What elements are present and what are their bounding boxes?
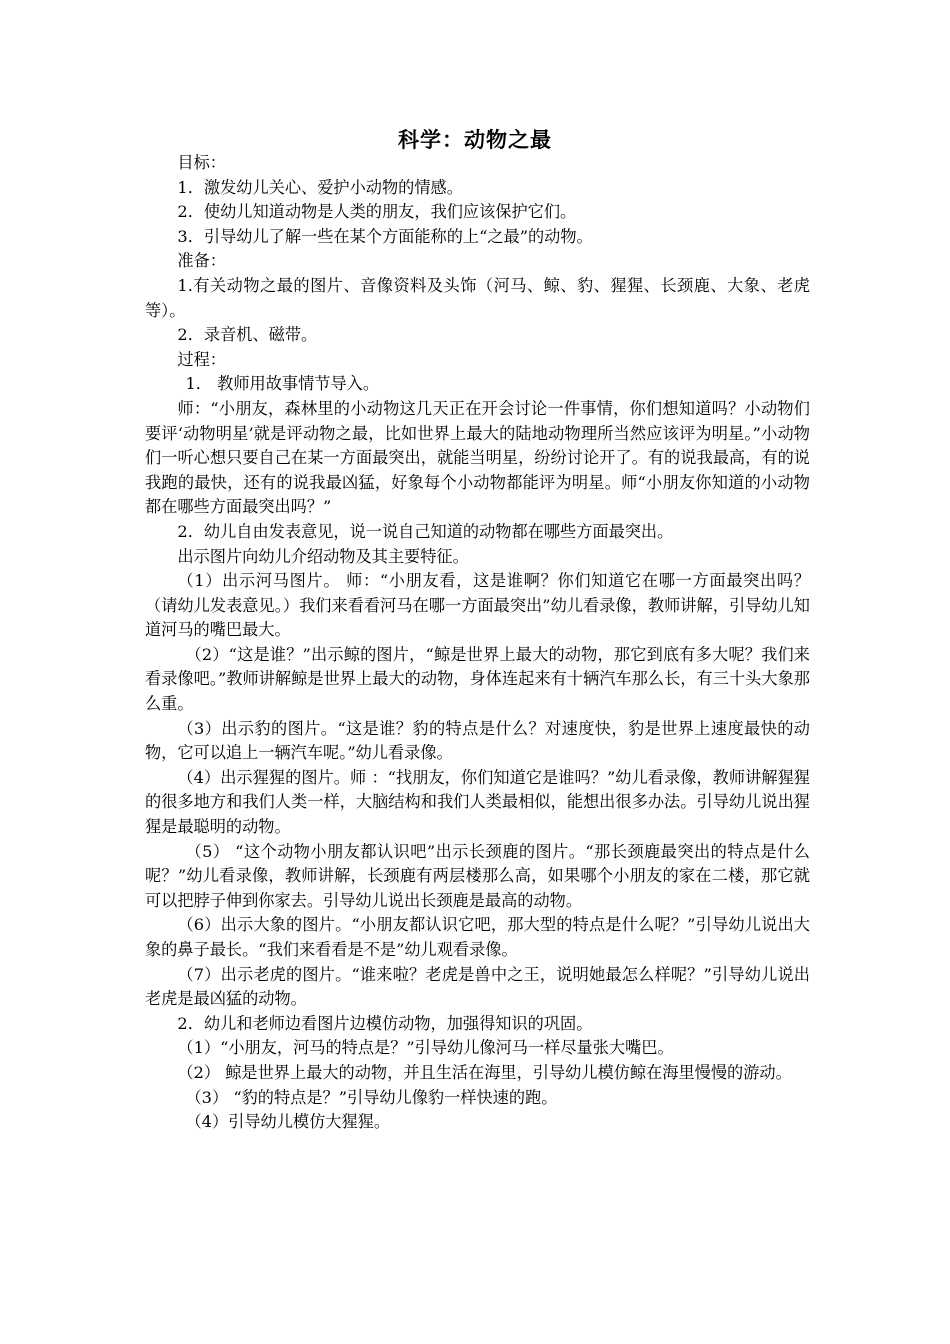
paragraph-leopard: （3）出示豹的图片。“这是谁？豹的特点是什么？对速度快，豹是世界上速度最快的动物，它可以追上一辆汽车呢。”幼儿看录像。 (145, 718, 810, 763)
paragraph-imitate: 2．幼儿和老师边看图片边模仿动物，加强得知识的巩固。 (177, 1013, 593, 1033)
paragraph-goal-heading: 目标： (177, 153, 226, 172)
paragraph-step-1: 1． 教师用故事情节导入。 (185, 374, 380, 394)
paragraph-giraffe: （5） “这个动物小朋友都认识吧”出示长颈鹿的图片。“那长颈鹿最突出的特点是什么呢？”幼儿看录像，教师讲解，长颈鹿有两层楼那么高，如果哪个小朋友的家在二楼，那它就可以把脖子伸到你家去。引导幼儿说出长颈鹿是最高的动物。 (145, 841, 810, 910)
paragraph-show-pictures: 出示图片向幼儿介绍动物及其主要特征。 (177, 546, 469, 566)
paragraph-teacher-story: 师：“小朋友，森林里的小动物这几天正在开会讨论一件事情，你们想知道吗？小动物们要评‘动物明星’就是评动物之最，比如世界上最大的陆地动物理所当然应该评为明星。”小动物们一听心想只要自己在某一方面最突出，就能当明星，纷纷讨论开了。有的说我最高，有的说我跑的最快，还有的说我最凶猛，好象每个小动物都能评为明星。师“小朋友你知道的小动物都在哪些方面最突出吗？” (145, 398, 810, 517)
document-title: 科学：动物之最 (398, 128, 552, 152)
paragraph-prep-1: 1.有关动物之最的图片、音像资料及头饰（河马、鲸、豹、猩猩、长颈鹿、大象、老虎等）。 (145, 275, 810, 320)
paragraph-imitate-leopard: （3） “豹的特点是？”引导幼儿像豹一样快速的跑。 (185, 1087, 558, 1107)
paragraph-prep-heading: 准备： (177, 251, 226, 271)
paragraph-imitate-hippo: （1）“小朋友，河马的特点是？”引导幼儿像河马一样尽量张大嘴巴。 (177, 1038, 674, 1058)
paragraph-goal-3: 3．引导幼儿了解一些在某个方面能称的上“之最”的动物。 (177, 226, 593, 246)
paragraph-orangutan: （4）出示猩猩的图片。师 ：“找朋友，你们知道它是谁吗？”幼儿看录像，教师讲解猩猩的很多地方和我们人类一样，大脑结构和我们人类最相似，能想出很多办法。引导幼儿说出猩猩是最聪明的动物。 (145, 767, 810, 837)
paragraph-whale: （2）“这是谁？”出示鲸的图片，“鲸是世界上最大的动物，那它到底有多大呢？我们来看录像吧。”教师讲解鲸是世界上最大的动物，身体连起来有十辆汽车那么长，有三十头大象那么重。 (145, 644, 810, 714)
paragraph-imitate-whale: （2） 鲸是世界上最大的动物，并且生活在海里，引导幼儿模仿鲸在海里慢慢的游动。 (177, 1062, 792, 1082)
paragraph-prep-2: 2．录音机、磁带。 (177, 325, 318, 345)
paragraph-goal-1: 1．激发幼儿关心、爱护小动物的情感。 (177, 177, 463, 197)
document-body (145, 151, 810, 1135)
paragraph-hippo: （1）出示河马图片。 师：“小朋友看，这是谁啊？你们知道它在哪一方面最突出吗？（请幼儿发表意见。）我们来看看河马在哪一方面最突出”幼儿看录像，教师讲解，引导幼儿知道河马的嘴巴最大。 (145, 571, 810, 640)
paragraph-tiger: （7）出示老虎的图片。“谁来啦？老虎是兽中之王，说明她最怎么样呢？”引导幼儿说出老虎是最凶猛的动物。 (145, 964, 810, 1009)
paragraph-step-2: 2．幼儿自由发表意见，说一说自己知道的动物都在哪些方面最突出。 (177, 521, 674, 541)
paragraph-imitate-orangutan: （4）引导幼儿模仿大猩猩。 (185, 1112, 391, 1132)
paragraph-elephant: （6）出示大象的图片。“小朋友都认识它吧，那大型的特点是什么呢？”引导幼儿说出大象的鼻子最长。“我们来看看是不是”幼儿观看录像。 (145, 915, 810, 959)
paragraph-process-heading: 过程： (177, 349, 226, 369)
paragraph-goal-2: 2．使幼儿知道动物是人类的朋友，我们应该保护它们。 (177, 202, 577, 222)
